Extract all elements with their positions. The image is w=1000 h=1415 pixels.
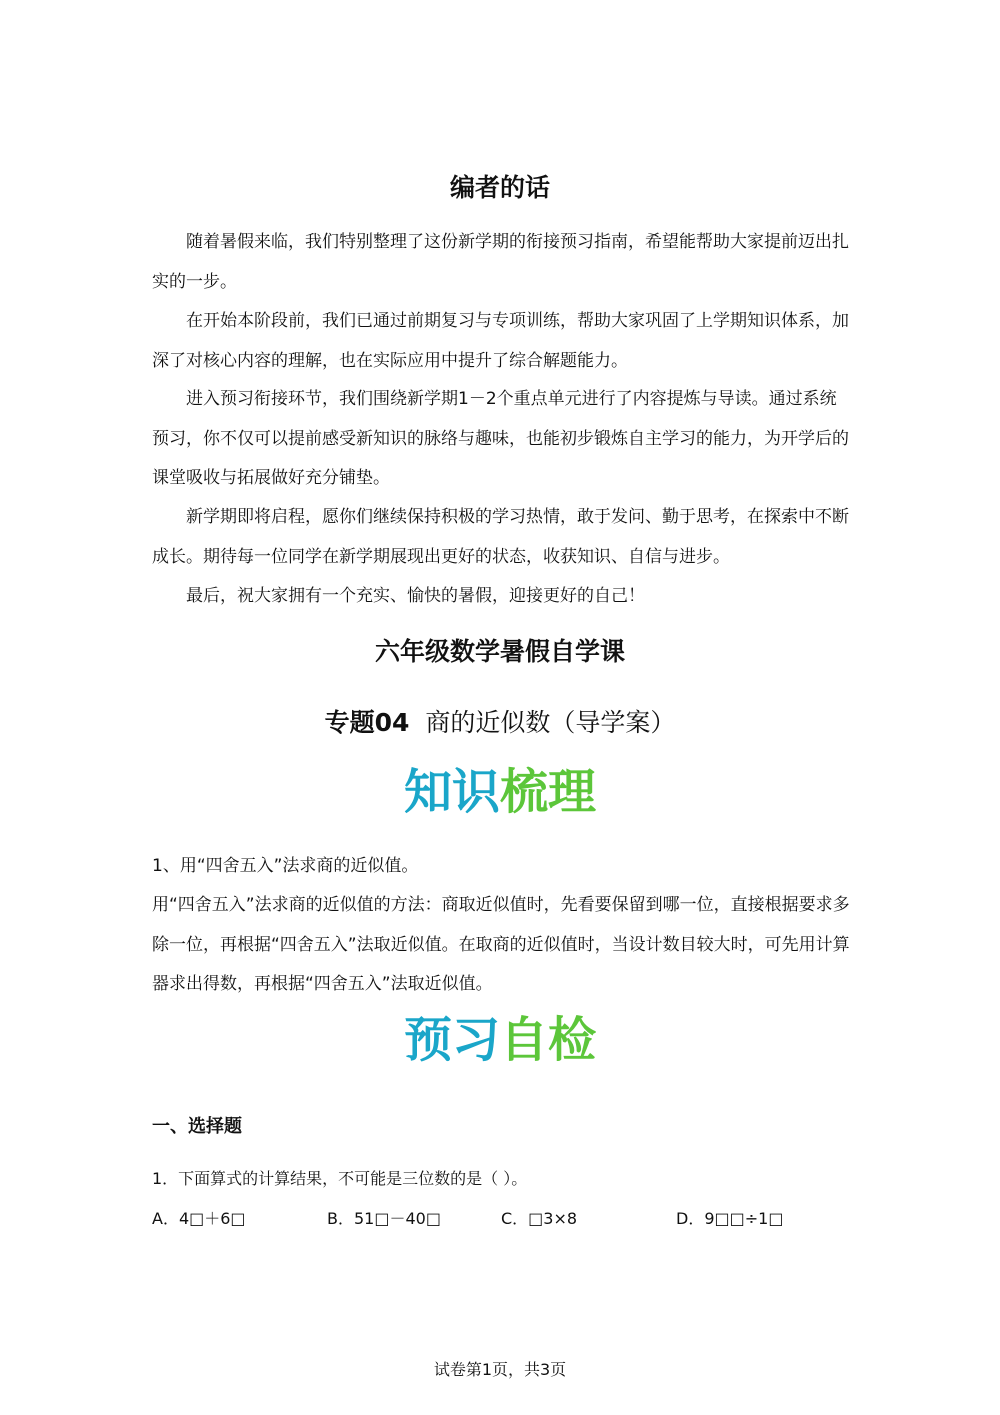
topic-name: 商的近似数（导学案） [425,708,676,737]
question-stem: 1．下面算式的计算结果，不可能是三位数的是（ ）。 [152,1169,528,1188]
topic-title [0,703,1000,739]
topic-label: 专题04 [324,708,410,737]
preface-paragraph-1: 随着暑假来临，我们特别整理了这份新学期的衔接预习指南，希望能帮助大家提前迈出扎实的一步。 [152,232,849,292]
knowledge-heading: 1、用“四舍五入”法求商的近似值。 [152,856,419,876]
option-a[interactable]: A．4□＋6□ [152,1209,246,1228]
option-c[interactable]: C．□3×8 [501,1209,578,1228]
preface-paragraph-2: 在开始本阶段前，我们已通过前期复习与专项训练，帮助大家巩固了上学期知识体系，加深了对核心内容的理解，也在实际应用中提升了综合解题能力。 [152,311,849,371]
preview-banner-part-2: 自检 [500,1012,597,1066]
page-footer: 试卷第1页，共3页 [433,1360,567,1379]
preface-paragraph-5: 最后，祝大家拥有一个充实、愉快的暑假，迎接更好的自己！ [186,586,645,606]
knowledge-banner [400,762,600,818]
preface-paragraph-3: 进入预习衔接环节，我们围绕新学期1－2个重点单元进行了内容提炼与导读。通过系统预习，你不仅可以提前感受新知识的脉络与趣味，也能初步锻炼自主学习的能力，为开学后的课堂吸收与拓展做好充分铺垫。 [152,389,849,488]
preface-paragraph-4: 新学期即将启程，愿你们继续保持积极的学习热情，敢于发问、勤于思考，在探索中不断成长。期待每一位同学在新学期展现出更好的状态，收获知识、自信与进步。 [152,507,849,567]
preface-title: 编者的话 [449,173,550,202]
knowledge-body: 用“四舍五入”法求商的近似值的方法：商取近似值时，先看要保留到哪一位，直接根据要求多除一位，再根据“四舍五入”法取近似值。在取商的近似值时，当设计数目较大时，可先用计算器求出得数，再根据“四舍五入”法取近似值。 [152,895,850,994]
option-d[interactable]: D．9□□÷1□ [676,1209,784,1228]
knowledge-banner-part-2: 梳理 [500,764,597,818]
preview-banner-part-1: 预习 [403,1012,500,1066]
option-b[interactable]: B．51□－40□ [327,1209,441,1228]
preview-banner [400,1010,600,1066]
section-title: 一、选择题 [152,1116,242,1137]
course-title: 六年级数学暑假自学课 [374,637,625,666]
knowledge-banner-part-1: 知识 [403,764,500,818]
